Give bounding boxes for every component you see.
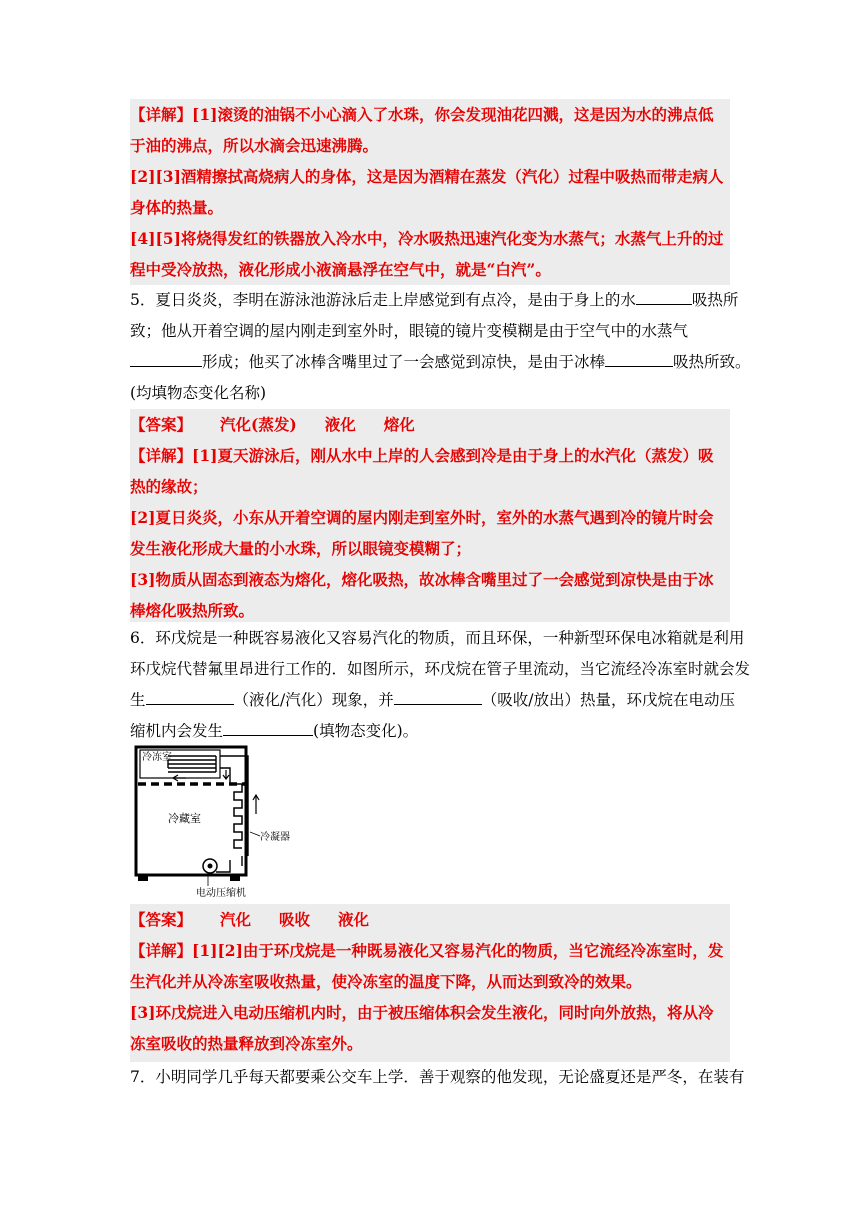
detail-label: 【详解】 [130, 105, 193, 124]
q5-answer-2: 液化 [324, 415, 356, 434]
arrow-down-icon [223, 770, 229, 779]
q6-line-2: 环戊烷代替氟里昂进行工作的．如图所示，环戊烷在管子里流动，当它流经冷冻室时就会发 [130, 660, 751, 678]
q5-line-1: 5．夏日炎炎，李明在游泳池游泳后走上岸感觉到有点冷，是由于身上的水 吸热所 [130, 285, 730, 316]
answer-label: 【答案】 [130, 910, 193, 929]
q4-detail-line-6: 程中受冷放热，液化形成小液滴悬浮在空气中，就是“白汽”。 [130, 260, 551, 279]
q5-blank-2[interactable] [130, 348, 202, 367]
q5-detail-line-4: 发生液化形成大量的小水珠，所以眼镜变模糊了； [130, 539, 472, 558]
q5-detail-line-5: [3]物质从固态到液态为熔化，熔化吸热，故冰棒含嘴里过了一会感觉到凉快是由于冰 [130, 570, 714, 589]
q5-detail-line-1: 【详解】[1]夏天游泳后，刚从水中上岸的人会感到冷是由于身上的水汽化（蒸发）吸 [130, 446, 714, 465]
condenser-coil [234, 784, 242, 848]
q5-question [130, 285, 751, 409]
q5-detail-line-6: 棒熔化吸热所致。 [130, 601, 255, 620]
label-condenser: 冷凝器 [260, 832, 290, 843]
q6-blank-1[interactable] [146, 686, 234, 705]
q4-detail-line-3: [2][3]酒精擦拭高烧病人的身体，这是因为酒精在蒸发（汽化）过程中吸热而带走病人 [130, 167, 724, 186]
q6-blank-2[interactable] [394, 686, 482, 705]
q5-line-4: (均填物态变化名称) [130, 384, 267, 402]
q4-detail-line-4: 身体的热量。 [130, 198, 224, 217]
refrigerant-pipe [216, 756, 248, 872]
q4-detail-line-2: 于油的沸点，所以水滴会迅速沸腾。 [130, 136, 379, 155]
q6-detail-line-4: 冻室吸收的热量释放到冷冻室外。 [130, 1034, 363, 1053]
q6-detail-line-2: 生汽化并从冷冻室吸收热量，使冷冻室的温度下降，从而达到致冷的效果。 [130, 972, 642, 991]
q6-line-1: 6．环戊烷是一种既容易液化又容易汽化的物质，而且环保，一种新型环保电冰箱就是利用 [130, 629, 745, 647]
q6-answer-3: 液化 [338, 910, 370, 929]
q5-answer-1: 汽化(蒸发) [220, 415, 297, 434]
q4-detail-line-1: 【详解】[1]滚烫的油锅不小心滴入了水珠，你会发现油花四溅，这是因为水的沸点低 [130, 105, 714, 124]
label-compressor: 电动压缩机 [196, 888, 246, 899]
q5-blank-3[interactable] [605, 348, 673, 367]
q5-line-3: 形成；他买了冰棒含嘴里过了一会感觉到凉快，是由于冰棒 吸热所致。 [130, 347, 730, 378]
detail-label: 【详解】 [130, 941, 193, 960]
q6-answer-line [130, 904, 730, 935]
fridge-outline [136, 747, 246, 875]
q5-blank-1[interactable] [636, 286, 692, 305]
detail-label: 【详解】 [130, 446, 193, 465]
q7-question [130, 1062, 745, 1093]
arrow-left-icon [173, 775, 186, 781]
q5-answer-line [130, 409, 730, 440]
q4-detail-block [130, 99, 730, 285]
q4-detail-line-5: [4][5]将烧得发红的铁器放入冷水中，冷水吸热迅速汽化变为水蒸气；水蒸气上升的过 [130, 229, 724, 248]
arrow-up-icon [253, 795, 259, 814]
fridge-foot-left [138, 875, 148, 881]
q5-detail-line-3: [2]夏日炎炎，小东从开着空调的屋内刚走到室外时，室外的水蒸气遇到冷的镜片时会 [130, 508, 714, 527]
answer-label: 【答案】 [130, 415, 193, 434]
q6-detail-line-1: 【详解】[1][2]由于环戊烷是一种既易液化又容易汽化的物质，当它流经冷冻室时，发 [130, 941, 724, 960]
refrigerator-diagram [130, 744, 290, 900]
label-freezer-1: 冷冻室 [142, 752, 172, 763]
q6-answer-2: 吸收 [279, 910, 311, 929]
label-fridge: 冷藏室 [168, 812, 201, 825]
q6-question [130, 623, 751, 747]
q5-answer-block [130, 409, 730, 622]
freezer-coil [168, 756, 216, 772]
q6-line-3: 生 （液化/汽化）现象，并 （吸收/放出）热量，环戊烷在电动压 [130, 685, 730, 716]
q6-blank-3[interactable] [223, 717, 313, 736]
q6-detail-line-3: [3]环戊烷进入电动压缩机内时，由于被压缩体积会发生液化，同时向外放热，将从冷 [130, 1003, 714, 1022]
q7-line-1: 7．小明同学几乎每天都要乘公交车上学．善于观察的他发现，无论盛夏还是严冬，在装有 [130, 1068, 745, 1086]
fridge-foot-right [230, 875, 240, 881]
q5-answer-3: 熔化 [383, 415, 415, 434]
q6-answer-1: 汽化 [220, 910, 252, 929]
q5-detail-line-2: 热的缘故； [130, 477, 208, 496]
q6-line-4: 缩机内会发生 (填物态变化)。 [130, 716, 730, 747]
q5-line-2: 致；他从开着空调的屋内刚走到室外时，眼镜的镜片变模糊是由于空气中的水蒸气 [130, 322, 689, 340]
q6-answer-block [130, 904, 730, 1062]
